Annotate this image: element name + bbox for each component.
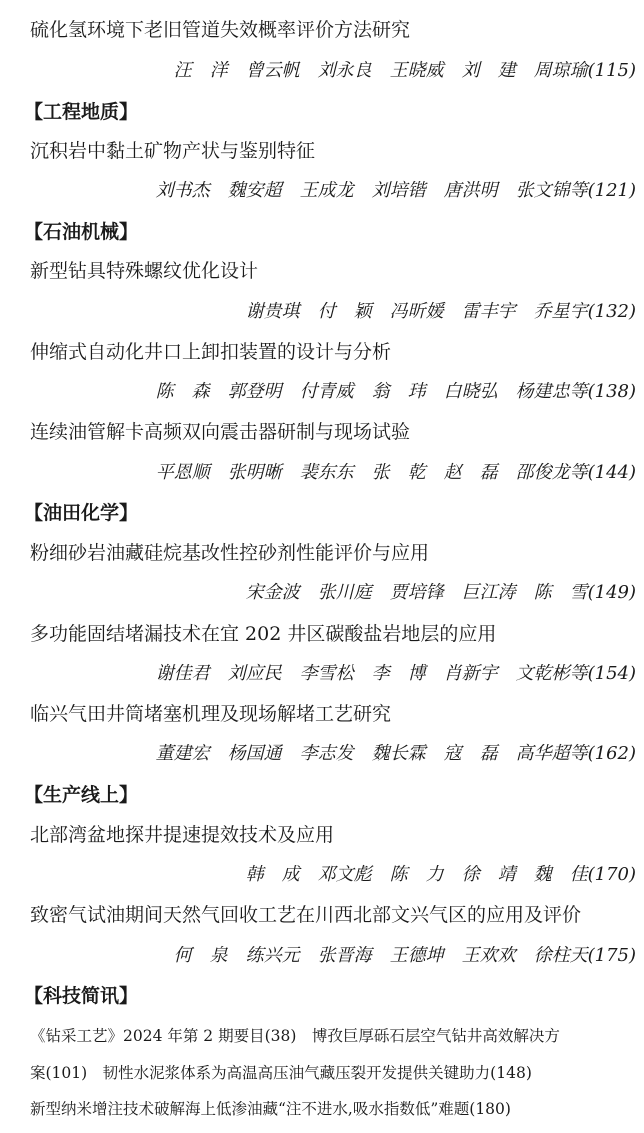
article-title[interactable]: 临兴气田井筒堵塞机理及现场解堵工艺研究 [30, 703, 392, 725]
article-authors: 韩 成 邓文彪 陈 力 徐 靖 魏 佳(170) [245, 864, 636, 885]
article-authors: 谢佳君 刘应民 李雪松 李 博 肖新宇 文乾彬等(154) [155, 663, 636, 684]
section-heading: 【生产线上】 [24, 784, 139, 806]
section-heading: 【油田化学】 [24, 502, 139, 524]
article-title[interactable]: 伸缩式自动化井口上卸扣装置的设计与分析 [30, 341, 392, 363]
article-authors: 董建宏 杨国通 李志发 魏长霖 寇 磊 高华超等(162) [155, 743, 636, 764]
article-authors: 谢贵琪 付 颖 冯昕媛 雷丰宇 乔星宇(132) [245, 301, 636, 322]
article-authors: 何 泉 练兴元 张晋海 王德坤 王欢欢 徐柱天(175) [173, 945, 636, 966]
news-brief-line: 案(101) 韧性水泥浆体系为高温高压油气藏压裂开发提供关键助力(148) [30, 1064, 532, 1082]
article-title[interactable]: 沉积岩中黏土矿物产状与鉴别特征 [30, 140, 316, 162]
article-authors: 宋金波 张川庭 贾培锋 巨江涛 陈 雪(149) [245, 582, 636, 603]
article-title[interactable]: 粉细砂岩油藏硅烷基改性控砂剂性能评价与应用 [30, 542, 430, 564]
article-authors: 陈 森 郭登明 付青威 翁 玮 白晓弘 杨建忠等(138) [155, 381, 636, 402]
article-title[interactable]: 新型钻具特殊螺纹优化设计 [30, 260, 259, 282]
section-heading: 【石油机械】 [24, 221, 139, 243]
news-brief-line: 《钻采工艺》2024 年第 2 期要目(38) 博孜巨厚砾石层空气钻井高效解决方 [30, 1027, 560, 1045]
news-brief-line: 新型纳米增注技术破解海上低渗油藏“注不进水,吸水指数低”难题(180) [30, 1100, 511, 1118]
article-title[interactable]: 北部湾盆地探井提速提效技术及应用 [30, 824, 335, 846]
article-title[interactable]: 致密气试油期间天然气回收工艺在川西北部文兴气区的应用及评价 [30, 904, 582, 926]
article-title[interactable]: 连续油管解卡高频双向震击器研制与现场试验 [30, 421, 411, 443]
article-authors: 刘书杰 魏安超 王成龙 刘培锴 唐洪明 张文锦等(121) [155, 180, 636, 201]
article-authors: 汪 洋 曾云帆 刘永良 王晓威 刘 建 周琼瑜(115) [173, 60, 636, 81]
article-title[interactable]: 多功能固结堵漏技术在宜 202 井区碳酸盐岩地层的应用 [30, 623, 497, 645]
section-heading: 【工程地质】 [24, 101, 139, 123]
article-authors: 平恩顺 张明晰 裴东东 张 乾 赵 磊 邵俊龙等(144) [155, 462, 636, 483]
article-title[interactable]: 硫化氢环境下老旧管道失效概率评价方法研究 [30, 19, 411, 41]
section-heading: 【科技简讯】 [24, 985, 139, 1007]
